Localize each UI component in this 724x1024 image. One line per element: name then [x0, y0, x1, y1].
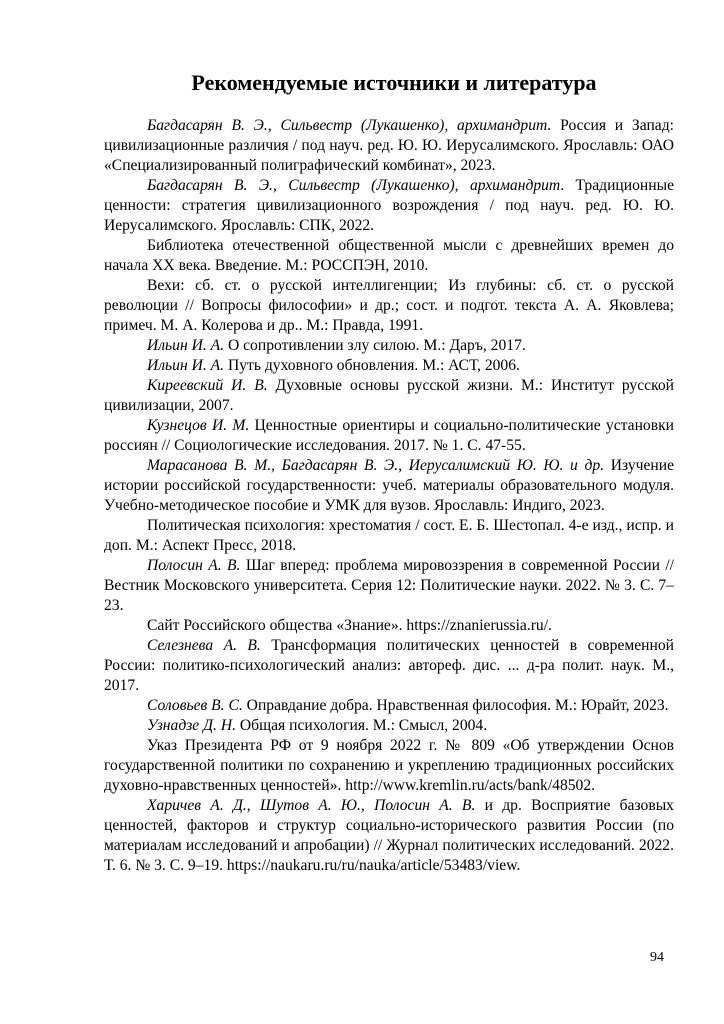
reference-text: Оправдание добра. Нравственная философия. М.: Юрайт, 2023. — [242, 697, 669, 714]
reference-author: Полосин А. В. — [147, 557, 241, 574]
reference-text: Россия и Запад: цивилизационные различия / под науч. ред. Ю. Ю. Иерусалимского. Ярославль: ОАО «Специализированный полиграфический комбинат», 2023. — [104, 117, 674, 174]
reference-text: и др. Восприятие базовых ценностей, факторов и структур социально-исторического развития России (по материалам исследований и апробации) // Журнал политических исследований. 2022. Т. 6. № 3. С. 9–19. https://naukaru.ru/ru/nauka/article/53483/view. — [104, 797, 674, 874]
reference-author: Харичев А. Д., Шутов А. Ю., Полосин А. В. — [147, 797, 476, 814]
reference-item — [104, 116, 674, 176]
reference-item — [104, 176, 674, 236]
reference-author: Киреевский И. В. — [147, 377, 268, 394]
reference-author: Кузнецов И. М. — [147, 417, 250, 434]
reference-author: Багдасарян В. Э., Сильвестр (Лукашенко), архимандрит. — [147, 117, 552, 134]
reference-text: Библиотека отечественной общественной мысли с древнейших времен до начала XX века. Введение. М.: РОССПЭН, 2010. — [104, 237, 674, 274]
reference-author: Ильин И. А. — [147, 357, 225, 374]
reference-item — [104, 796, 674, 876]
reference-text: Вехи: сб. ст. о русской интеллигенции; Из глубины: сб. ст. о русской революции // Вопросы философии» и др.; сост. и подгот. текста А. А. Яковлева; примеч. М. А. Колерова и др.. М.: Правда, 1991. — [104, 277, 674, 334]
reference-text: Шаг вперед: проблема мировоззрения в современной России // Вестник Московского университета. Серия 12: Политические науки. 2022. № 3. С. 7–23. — [104, 557, 674, 614]
reference-item — [104, 416, 674, 456]
reference-author: Марасанова В. М., Багдасарян В. Э., Иерусалимский Ю. Ю. и др. — [147, 457, 605, 474]
reference-text: . Традиционные ценности: стратегия цивилизационного возрождения / под науч. ред. Ю. Ю. Иерусалимского. Ярославль: СПК, 2022. — [104, 177, 674, 234]
reference-item — [104, 276, 674, 336]
reference-text: Сайт Российского общества «Знание». https://znanierussia.ru/. — [147, 617, 552, 634]
reference-list — [104, 116, 674, 876]
reference-item — [104, 356, 674, 376]
reference-item — [104, 616, 674, 636]
reference-author: Ильин И. А. — [147, 337, 225, 354]
reference-item — [104, 236, 674, 276]
reference-item — [104, 716, 674, 736]
document-page — [104, 70, 674, 876]
reference-author: Селезнева А. В. — [147, 637, 261, 654]
reference-text: Политическая психология: хрестоматия / сост. Е. Б. Шестопал. 4-е изд., испр. и доп. М.: Аспект Пресс, 2018. — [104, 517, 674, 554]
reference-item — [104, 736, 674, 796]
reference-item — [104, 696, 674, 716]
reference-text: Указ Президента РФ от 9 ноября 2022 г. № 809 «Об утверждении Основ государственной политики по сохранению и укреплению традиционных российских духовно-нравственных ценностей». http://www.kremlin.ru/acts/bank/48502. — [104, 737, 674, 794]
page-number: 94 — [650, 950, 664, 965]
page-title: Рекомендуемые источники и литература — [191, 70, 597, 95]
reference-text: Ценностные ориентиры и социально-политические установки россиян // Социологические исследования. 2017. № 1. С. 47-55. — [104, 417, 674, 454]
reference-item — [104, 456, 674, 516]
reference-author: Узнадзе Д. Н. — [147, 717, 237, 734]
reference-item — [104, 516, 674, 556]
reference-text: Общая психология. М.: Смысл, 2004. — [236, 717, 488, 734]
reference-text: Изучение истории российской государственности: учеб. материалы образовательного модуля. Учебно-методическое пособие и УМК для вузов. Ярославль: Индиго, 2023. — [104, 457, 675, 514]
reference-item — [104, 636, 674, 696]
reference-item — [104, 376, 674, 416]
reference-text: О сопротивлении злу силою. М.: Даръ, 2017. — [224, 337, 526, 354]
reference-text: Трансформация политических ценностей в современной России: политико-психологический анализ: автореф. дис. ... д-ра полит. наук. М., 2017. — [104, 637, 675, 694]
reference-text: Путь духовного обновления. М.: АСТ, 2006. — [224, 357, 520, 374]
reference-text: Духовные основы русской жизни. М.: Институт русской цивилизации, 2007. — [104, 377, 674, 414]
reference-item — [104, 336, 674, 356]
reference-item — [104, 556, 674, 616]
reference-author: Багдасарян В. Э., Сильвестр (Лукашенко), архимандрит — [147, 177, 561, 194]
reference-author: Соловьев В. С. — [147, 697, 243, 714]
